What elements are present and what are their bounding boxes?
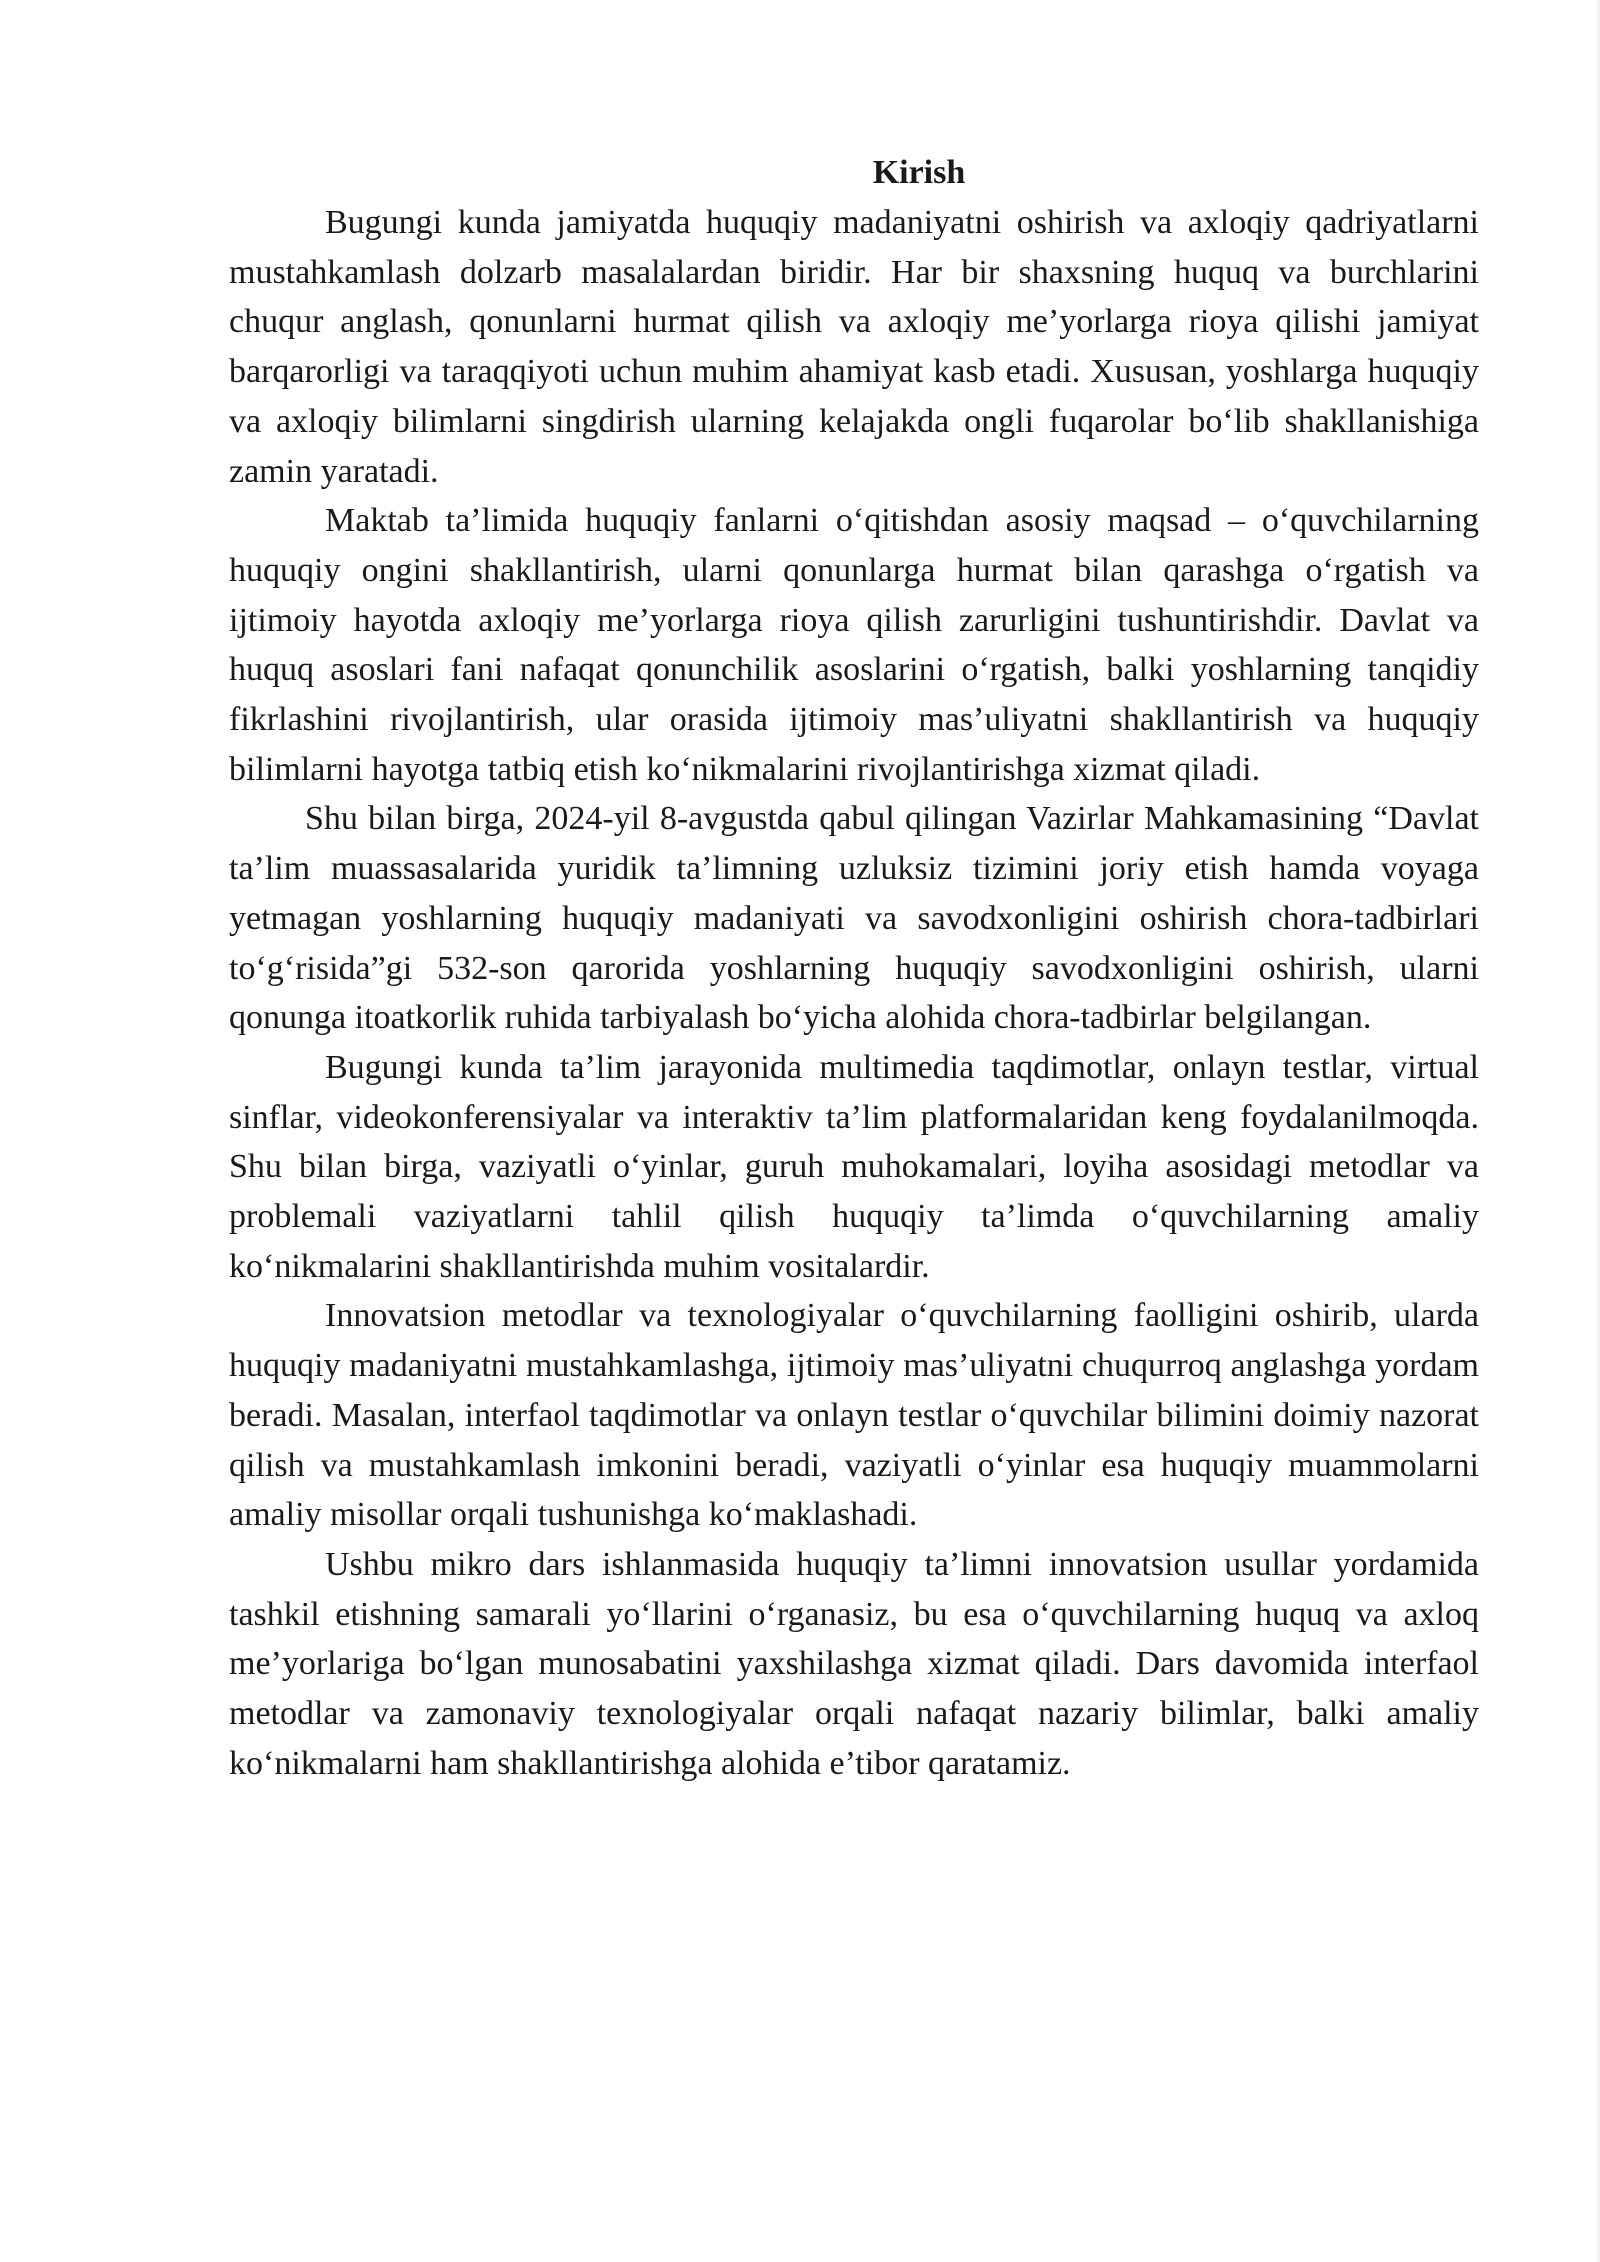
paragraph-2: Maktab ta’limida huquqiy fanlarni o‘qitishdan asosiy maqsad – o‘quvchilarning huquqiy ongini shakllantirish, ularni qonunlarga hurmat bilan qarashga o‘rgatish va ijtimoiy hayotda axloqiy me’yorlarga rioya qilish zarurligini tushuntirishdir. Davlat va huquq asoslari fani nafaqat qonunchilik asoslarini o‘rgatish, balki yoshlarning tanqidiy fikrlashini rivojlantirish, ular orasida ijtimoiy mas’uliyatni shakllantirish va huquqiy bilimlarni hayotga tatbiq etish ko‘nikmalarini rivojlantirishga xizmat qiladi. (229, 502, 1479, 788)
paragraph-4: Bugungi kunda ta’lim jarayonida multimedia taqdimotlar, onlayn testlar, virtual sinflar, videokonferensiyalar va interaktiv ta’lim platformalaridan keng foydalanilmoqda. Shu bilan birga, vaziyatli o‘yinlar, guruh muhokamalari, loyiha asosidagi metodlar va problemali vaziyatlarni tahlil qilish huquqiy ta’limda o‘quvchilarning amaliy ko‘nikmalarini shakllantirishda muhim vositalardir. (229, 1048, 1479, 1285)
paragraph-5: Innovatsion metodlar va texnologiyalar o‘quvchilarning faolligini oshirib, ularda huquqiy madaniyatni mustahkamlashga, ijtimoiy mas’uliyatni chuqurroq anglashga yordam beradi. Masalan, interfaol taqdimotlar va onlayn testlar o‘quvchilar bilimini doimiy nazorat qilish va mustahkamlash imkonini beradi, vaziyatli o‘yinlar esa huquqiy muammolarni amaliy misollar orqali tushunishga ko‘maklashadi. (229, 1297, 1479, 1534)
paragraph-3: Shu bilan birga, 2024-yil 8-avgustda qabul qilingan Vazirlar Mahkamasining “Davlat ta’lim muassasalarida yuridik ta’limning uzluksiz tizimini joriy etish hamda voyaga yetmagan yoshlarning huquqiy madaniyati va savodxonligini oshirish chora-tadbirlari to‘g‘risida”gi 532-son qarorida yoshlarning huquqiy savodxonligini oshirish, ularni qonunga itoatkorlik ruhida tarbiyalash bo‘yicha alohida chora-tadbirlar belgilangan. (229, 800, 1479, 1037)
page-edge-shadow (1594, 0, 1600, 2262)
paragraph-1: Bugungi kunda jamiyatda huquqiy madaniyatni oshirish va axloqiy qadriyatlarni mustahkamlash dolzarb masalalardan biridir. Har bir shaxsning huquq va burchlarini chuqur anglash, qonunlarni hurmat qilish va axloqiy me’yorlarga rioya qilishi jamiyat barqarorligi va taraqqiyoti uchun muhim ahamiyat kasb etadi. Xususan, yoshlarga huquqiy va axloqiy bilimlarni singdirish ularning kelajakda ongli fuqarolar bo‘lib shakllanishiga zamin yaratadi. (229, 204, 1479, 490)
document-body (229, 148, 1479, 1789)
paragraph-6: Ushbu mikro dars ishlanmasida huquqiy ta’limni innovatsion usullar yordamida tashkil etishning samarali yo‘llarini o‘rganasiz, bu esa o‘quvchilarning huquq va axloq me’yorlariga bo‘lgan munosabatini yaxshilashga xizmat qiladi. Dars davomida interfaol metodlar va zamonaviy texnologiyalar orqali nafaqat nazariy bilimlar, balki amaliy ko‘nikmalarni ham shakllantirishga alohida e’tibor qaratamiz. (229, 1545, 1479, 1782)
page-title: Kirish (872, 154, 966, 191)
